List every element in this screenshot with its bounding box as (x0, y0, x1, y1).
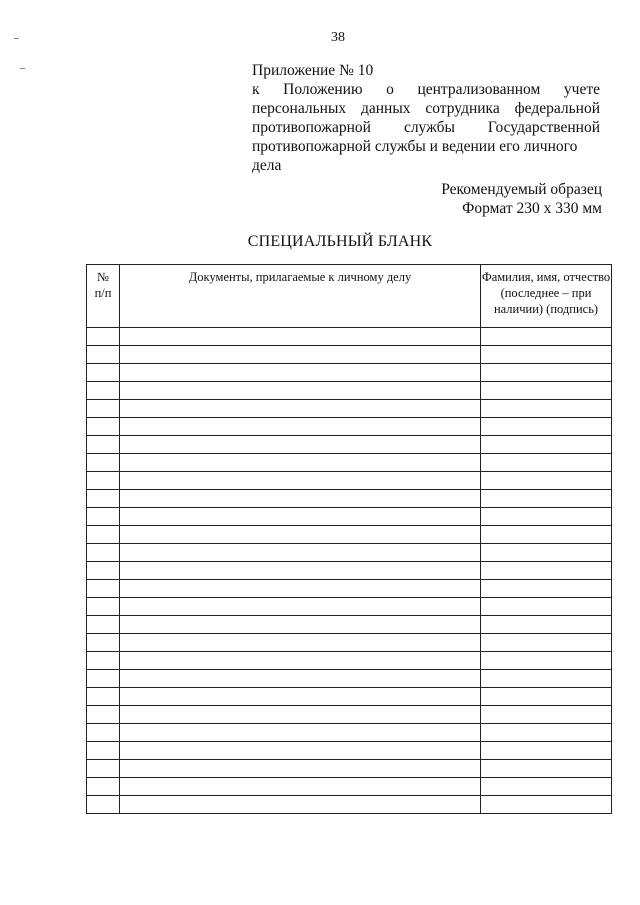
cell-signature (481, 598, 612, 616)
cell-signature (481, 634, 612, 652)
cell-document (120, 472, 481, 490)
cell-signature (481, 436, 612, 454)
cell-signature (481, 760, 612, 778)
table-row (87, 616, 612, 634)
table-row (87, 454, 612, 472)
table-row (87, 688, 612, 706)
cell-document (120, 562, 481, 580)
header-number: № п/п (87, 265, 120, 328)
cell-document (120, 616, 481, 634)
sample-label: Рекомендуемый образец (441, 181, 602, 198)
cell-number (87, 580, 120, 598)
cell-signature (481, 742, 612, 760)
cell-number (87, 418, 120, 436)
page-number: 38 (331, 30, 345, 45)
table-row (87, 436, 612, 454)
cell-document (120, 544, 481, 562)
documents-table (86, 264, 612, 814)
cell-number (87, 796, 120, 814)
table-row (87, 742, 612, 760)
cell-number (87, 436, 120, 454)
cell-document (120, 706, 481, 724)
cell-number (87, 526, 120, 544)
cell-document (120, 490, 481, 508)
cell-signature (481, 364, 612, 382)
table-row (87, 544, 612, 562)
cell-signature (481, 796, 612, 814)
format-label: Формат 230 х 330 мм (462, 200, 602, 217)
cell-document (120, 508, 481, 526)
cell-document (120, 634, 481, 652)
table-row (87, 490, 612, 508)
table-row (87, 706, 612, 724)
table-row (87, 400, 612, 418)
header-documents: Документы, прилагаемые к личному делу (120, 265, 481, 328)
appendix-title: Приложение № 10 (252, 62, 374, 79)
appendix-line: противопожарной службы Государственной (252, 119, 600, 136)
table-row (87, 562, 612, 580)
table-row (87, 724, 612, 742)
cell-signature (481, 544, 612, 562)
cell-document (120, 382, 481, 400)
table-row (87, 760, 612, 778)
cell-document (120, 760, 481, 778)
cell-signature (481, 508, 612, 526)
cell-document (120, 742, 481, 760)
table-row (87, 778, 612, 796)
cell-document (120, 724, 481, 742)
cell-signature (481, 454, 612, 472)
cell-number (87, 508, 120, 526)
form-title: СПЕЦИАЛЬНЫЙ БЛАНК (247, 233, 433, 250)
cell-number (87, 706, 120, 724)
cell-number (87, 598, 120, 616)
table-row (87, 796, 612, 814)
table-row (87, 328, 612, 346)
cell-signature (481, 580, 612, 598)
scan-mark (14, 38, 19, 39)
cell-signature (481, 778, 612, 796)
cell-signature (481, 382, 612, 400)
cell-number (87, 652, 120, 670)
table-row (87, 598, 612, 616)
table-row (87, 526, 612, 544)
cell-document (120, 346, 481, 364)
cell-signature (481, 400, 612, 418)
cell-number (87, 544, 120, 562)
cell-document (120, 526, 481, 544)
cell-document (120, 436, 481, 454)
cell-signature (481, 328, 612, 346)
table-row (87, 634, 612, 652)
cell-document (120, 598, 481, 616)
appendix-line: к Положению о централизованном учете (252, 81, 600, 98)
table-row (87, 580, 612, 598)
cell-document (120, 796, 481, 814)
cell-signature (481, 724, 612, 742)
table-row (87, 382, 612, 400)
cell-number (87, 562, 120, 580)
cell-document (120, 400, 481, 418)
cell-number (87, 490, 120, 508)
cell-document (120, 670, 481, 688)
recommendation-block (441, 180, 602, 218)
header-signature: Фамилия, имя, отчество (последнее – при наличии) (подпись) (481, 265, 612, 328)
cell-signature (481, 616, 612, 634)
cell-signature (481, 472, 612, 490)
table-row (87, 472, 612, 490)
cell-number (87, 346, 120, 364)
scan-mark (20, 68, 25, 69)
cell-signature (481, 688, 612, 706)
table-row (87, 418, 612, 436)
cell-signature (481, 562, 612, 580)
table-row (87, 346, 612, 364)
appendix-block (252, 61, 600, 175)
cell-number (87, 400, 120, 418)
table-row (87, 652, 612, 670)
cell-number (87, 778, 120, 796)
appendix-line: персональных данных сотрудника федеральной (252, 100, 600, 117)
table-row (87, 508, 612, 526)
cell-signature (481, 706, 612, 724)
cell-signature (481, 526, 612, 544)
table-header-row (87, 265, 612, 328)
cell-number (87, 724, 120, 742)
cell-number (87, 472, 120, 490)
cell-signature (481, 670, 612, 688)
cell-document (120, 454, 481, 472)
cell-number (87, 742, 120, 760)
cell-number (87, 364, 120, 382)
cell-signature (481, 490, 612, 508)
cell-signature (481, 346, 612, 364)
cell-number (87, 328, 120, 346)
table-row (87, 364, 612, 382)
cell-document (120, 778, 481, 796)
cell-document (120, 418, 481, 436)
table-row (87, 670, 612, 688)
cell-number (87, 382, 120, 400)
cell-number (87, 454, 120, 472)
cell-document (120, 580, 481, 598)
cell-document (120, 652, 481, 670)
cell-number (87, 634, 120, 652)
cell-number (87, 760, 120, 778)
cell-signature (481, 652, 612, 670)
cell-number (87, 688, 120, 706)
cell-document (120, 364, 481, 382)
cell-signature (481, 418, 612, 436)
cell-number (87, 670, 120, 688)
cell-number (87, 616, 120, 634)
cell-document (120, 688, 481, 706)
appendix-line: противопожарной службы и ведении его личного дела (252, 138, 578, 174)
cell-document (120, 328, 481, 346)
